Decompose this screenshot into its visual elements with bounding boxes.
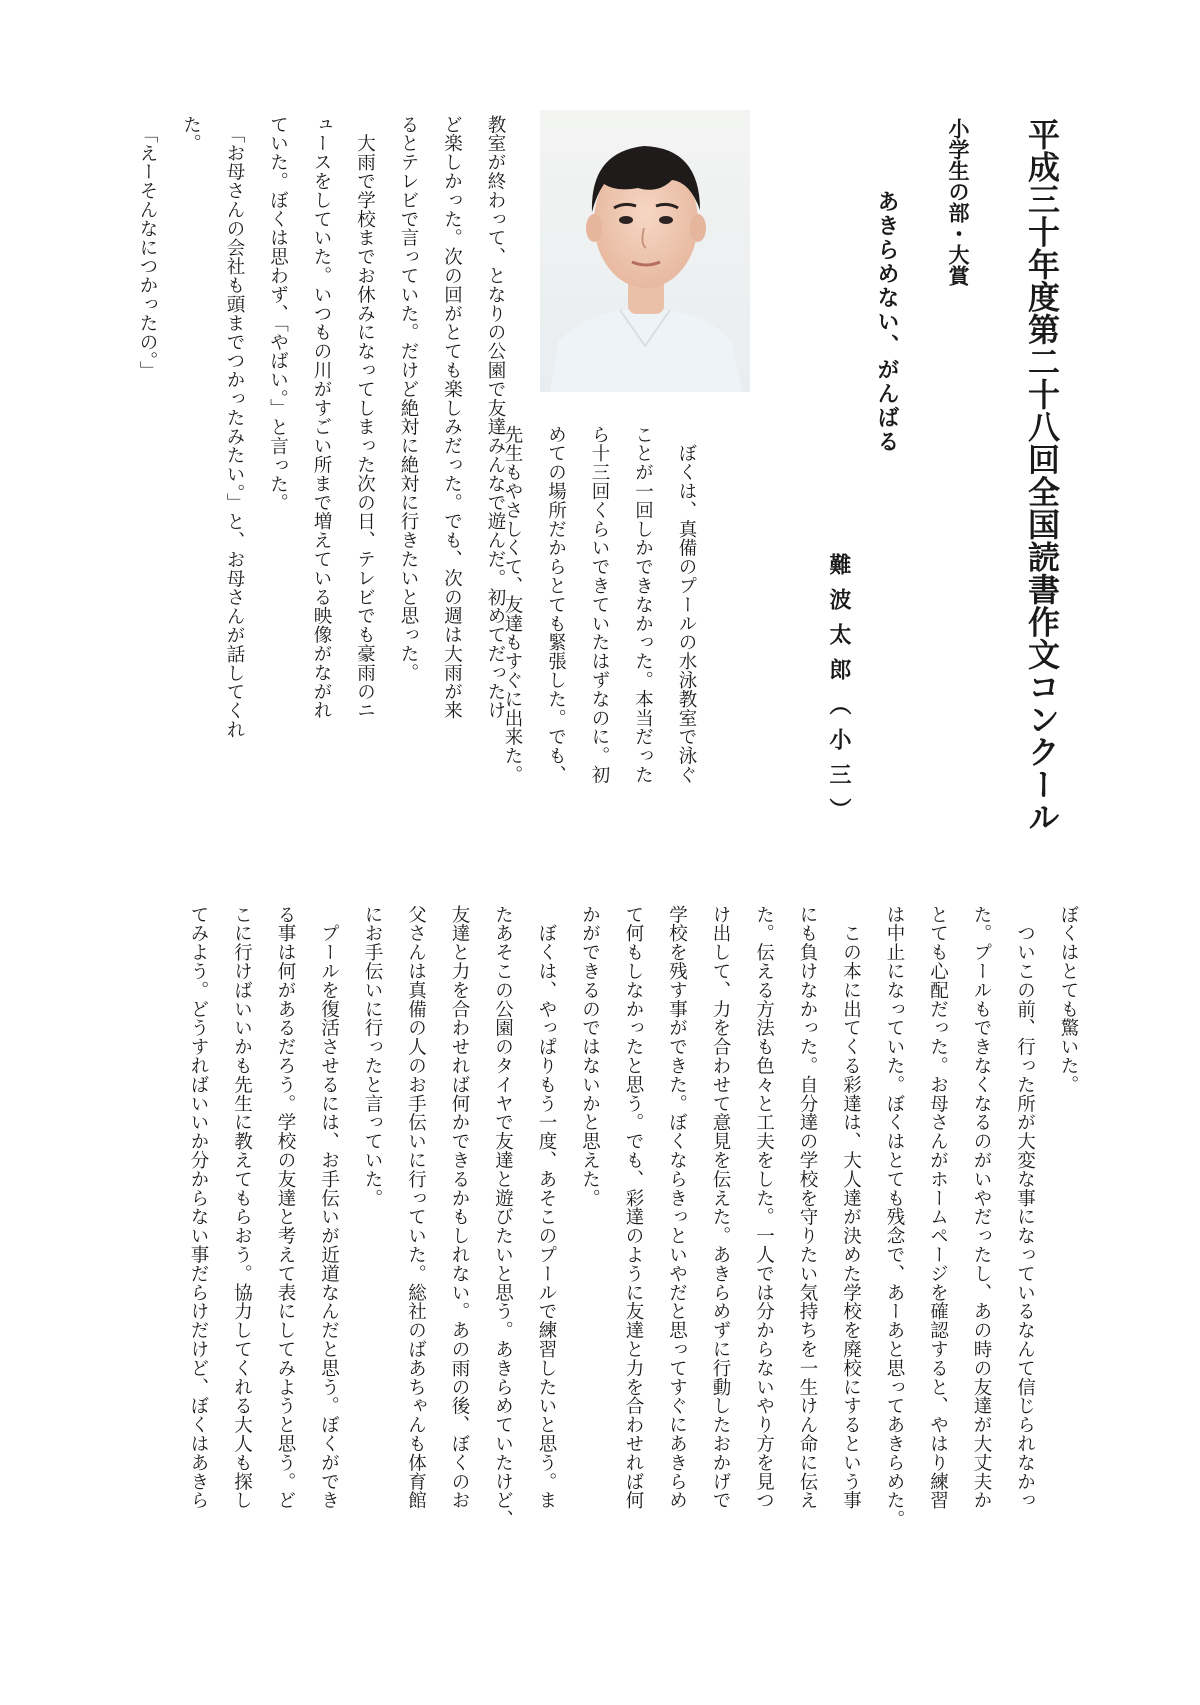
text-line: にも負けなかった。自分達の学校を守りたい気持ちを一生けん命に伝え — [797, 905, 818, 1510]
portrait-icon — [540, 110, 750, 392]
text-line: け出して、力を合わせて意見を伝えた。あきらめずに行動したおかげで — [710, 905, 731, 1510]
text-line: 教室が終わって、となりの公園で友達みんなで遊んだ。初めてだったけ — [485, 115, 506, 720]
author-name: 難波太郎（小三） — [826, 553, 851, 833]
text-line: めての場所だからとても緊張した。でも、 — [545, 425, 567, 785]
text-line: たあそこの公園のタイヤで友達と遊びたいと思う。あきらめていたけど、 — [492, 905, 514, 1529]
text-line: ぼくは、やっぱりもう一度、あそこのプールで練習したいと思う。ま — [536, 905, 557, 1510]
text-line: 学校を残す事ができた。ぼくならきっといやだと思ってすぐにあきらめ — [666, 905, 688, 1510]
award-section-label: 小学生の部・大賞 — [946, 118, 970, 286]
text-line: ことが一回しかできなかった。本当だった — [632, 425, 654, 785]
text-line: 「えーそんなにつかったの。」 — [137, 115, 158, 380]
text-line: とても心配だった。お母さんがホームページを確認すると、やはり練習 — [927, 905, 949, 1510]
text-line: ついこの前、行った所が大変な事になっているなんて信じられなかっ — [1014, 905, 1036, 1510]
text-line: ら十三回くらいできていたはずなのに。初 — [589, 425, 610, 785]
essay-title: あきらめない、がんばる — [874, 190, 899, 454]
text-line: て何もしなかったと思う。でも、彩達のように友達と力を合わせれば何 — [623, 905, 644, 1510]
text-line: 父さんは真備の人のお手伝いに行っていた。総社のばあちゃんも体育館 — [405, 905, 427, 1510]
essay-body-top-right — [491, 425, 709, 784]
text-line: プールを復活させるには、お手伝いが近道なんだと思う。ぼくができ — [318, 905, 340, 1510]
text-line: 大雨で学校までお休みになってしまった次の日、テレビでも豪雨のニ — [354, 115, 376, 720]
text-line: た。伝える方法も色々と工夫をした。一人では分からないやり方を見つ — [753, 905, 775, 1510]
essay-body-top-left — [126, 115, 518, 739]
text-line: た。プールもできなくなるのがいやだったし、あの時の友達が大丈夫か — [971, 905, 992, 1510]
text-line: にお手伝いに行ったと言っていた。 — [362, 905, 383, 1208]
text-line: は中止になっていた。ぼくはとても残念で、あーあと思ってあきらめた。 — [884, 905, 905, 1529]
text-line: 友達と力を合わせれば何かできるかもしれない。あの雨の後、ぼくのお — [449, 905, 470, 1510]
text-line: この本に出てくる彩達は、大人達が決めた学校を廃校にするという事 — [840, 905, 862, 1510]
essay-body-bottom — [177, 905, 1091, 1529]
text-line: た。 — [180, 115, 202, 153]
text-line: ていた。ぼくは思わず、「やばい。」と言った。 — [267, 115, 289, 513]
text-line: るとテレビで言っていた。だけど絶対に絶対に行きたいと思った。 — [398, 115, 419, 682]
text-line: てみよう。どうすればいいか分からない事だらけだけど、ぼくはあきら — [188, 905, 209, 1510]
text-line: ぼくは、真備のプールの水泳教室で泳ぐ — [676, 425, 697, 785]
contest-title: 平成三十年度第二十八回全国読書作文コンクール — [1023, 118, 1061, 833]
text-line: ど楽しかった。次の回がとても楽しみだった。でも、次の週は大雨が来 — [441, 115, 463, 720]
text-line: ぼくはとても驚いた。 — [1058, 905, 1079, 1094]
text-line: かができるのではないかと思えた。 — [579, 905, 601, 1208]
text-line: 「お母さんの会社も頭までつかったみたい。」と、お母さんが話してくれ — [224, 115, 245, 740]
text-line: こに行けばいいかも先生に教えてもらおう。協力してくれる大人も探し — [231, 905, 253, 1510]
text-line: 先生もやさしくて、友達もすぐに出来た。 — [502, 425, 523, 785]
text-line: ュースをしていた。いつもの川がすごい所まで増えている映像がながれ — [311, 115, 332, 720]
student-portrait-photo — [540, 110, 750, 392]
text-line: る事は何があるだろう。学校の友達と考えて表にしてみようと思う。ど — [275, 905, 296, 1510]
